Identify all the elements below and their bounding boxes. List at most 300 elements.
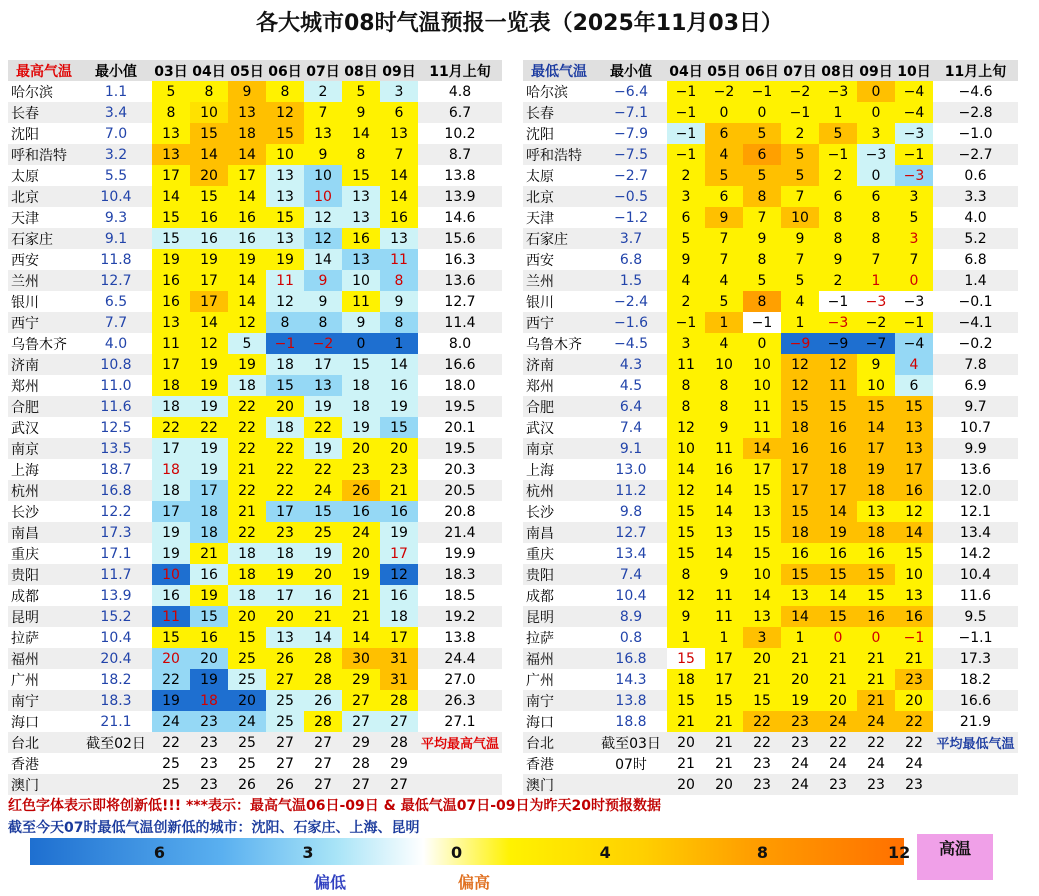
temp-cell: 18 [152, 396, 190, 417]
early-nov-avg: 10.4 [933, 564, 1018, 585]
legend-tick-label: 12 [888, 843, 911, 862]
temp-cell: 9 [857, 354, 895, 375]
temp-cell: 22 [895, 711, 933, 732]
table-row [8, 102, 502, 123]
average-label: 平均最高气温 [418, 732, 502, 753]
table-row-extra [523, 753, 1018, 774]
temp-cell: 0 [857, 81, 895, 102]
temp-cell: 27 [304, 753, 342, 774]
early-nov-avg: −0.1 [933, 291, 1018, 312]
temp-cell: 8 [743, 186, 781, 207]
temp-cell: 15 [266, 123, 304, 144]
min-value: 21.1 [80, 711, 152, 732]
table-row-extra [8, 774, 502, 795]
temp-cell: 16 [152, 270, 190, 291]
temp-cell: 25 [228, 753, 266, 774]
temp-cell: 13 [304, 123, 342, 144]
temp-cell: 24 [304, 480, 342, 501]
temp-cell: 5 [705, 291, 743, 312]
table-row-extra [523, 774, 1018, 795]
city-name: 杭州 [523, 480, 595, 501]
temp-cell: 2 [819, 270, 857, 291]
temp-cell: 14 [228, 291, 266, 312]
temp-cell: 14 [705, 543, 743, 564]
temp-cell: 25 [152, 753, 190, 774]
temp-cell: 19 [304, 396, 342, 417]
city-name: 拉萨 [523, 627, 595, 648]
city-name: 香港 [8, 753, 80, 774]
min-value: 16.8 [80, 480, 152, 501]
temp-cell: 16 [190, 627, 228, 648]
temp-cell: 23 [190, 732, 228, 753]
table-row [8, 459, 502, 480]
temp-cell: 8 [667, 396, 705, 417]
temp-cell: −3 [895, 123, 933, 144]
temp-cell: 7 [705, 228, 743, 249]
temp-cell: −1 [819, 144, 857, 165]
temp-cell: 18 [190, 690, 228, 711]
table-row [8, 207, 502, 228]
temp-cell: 4 [705, 333, 743, 354]
temp-cell: 16 [781, 543, 819, 564]
column-header: 最小值 [80, 60, 152, 81]
temp-cell: 19 [190, 459, 228, 480]
temp-cell: 25 [228, 648, 266, 669]
table-row [523, 669, 1018, 690]
temp-cell: 20 [667, 732, 705, 753]
temp-cell: 14 [228, 186, 266, 207]
table-row [523, 333, 1018, 354]
temp-cell: 4 [895, 354, 933, 375]
temp-cell: 13 [380, 123, 418, 144]
temp-cell: 19 [190, 438, 228, 459]
temp-cell: 14 [152, 186, 190, 207]
temp-cell: 14 [743, 585, 781, 606]
temp-cell: 9 [304, 270, 342, 291]
temp-cell: 0 [857, 165, 895, 186]
column-header: 11月上旬 [418, 60, 502, 81]
temp-cell: 9 [705, 564, 743, 585]
average-label [418, 753, 502, 774]
table-row [523, 165, 1018, 186]
temp-cell: 18 [228, 564, 266, 585]
city-name: 济南 [523, 354, 595, 375]
city-name: 重庆 [8, 543, 80, 564]
early-nov-avg: 21.9 [933, 711, 1018, 732]
temp-cell: 2 [667, 165, 705, 186]
temp-cell: 3 [743, 627, 781, 648]
city-name: 济南 [8, 354, 80, 375]
table-row [8, 564, 502, 585]
temp-cell: 5 [743, 123, 781, 144]
temp-cell: 10 [190, 102, 228, 123]
temp-cell: 27 [266, 669, 304, 690]
temp-cell: 9 [342, 312, 380, 333]
min-value: 10.4 [80, 627, 152, 648]
table-row [523, 711, 1018, 732]
temp-cell: 14 [342, 627, 380, 648]
temp-cell: 29 [342, 669, 380, 690]
temp-cell: 8 [819, 228, 857, 249]
min-value: −7.9 [595, 123, 667, 144]
temp-cell: 19 [152, 249, 190, 270]
table-row [8, 375, 502, 396]
temp-cell: 12 [667, 417, 705, 438]
temp-cell: 20 [152, 648, 190, 669]
temp-cell: −4 [895, 333, 933, 354]
temp-cell: 13 [857, 501, 895, 522]
temp-cell: 27 [342, 711, 380, 732]
temp-cell: 8 [342, 144, 380, 165]
table-row [8, 291, 502, 312]
temp-cell: 13 [266, 627, 304, 648]
early-nov-avg: 16.6 [418, 354, 502, 375]
temp-cell: −3 [857, 291, 895, 312]
table-row [523, 228, 1018, 249]
temp-cell: 22 [152, 732, 190, 753]
table-row [523, 270, 1018, 291]
table-row [8, 228, 502, 249]
early-nov-avg: −1.1 [933, 627, 1018, 648]
temp-cell: 7 [304, 102, 342, 123]
temp-cell: 9 [819, 249, 857, 270]
temp-cell: −3 [819, 81, 857, 102]
temp-cell: −1 [667, 144, 705, 165]
table-row [523, 543, 1018, 564]
temp-cell: −1 [667, 123, 705, 144]
column-header: 06日 [743, 60, 781, 81]
temp-cell: 24 [342, 522, 380, 543]
temp-cell: 9 [380, 291, 418, 312]
min-value: −1.2 [595, 207, 667, 228]
legend-tick-label: 0 [451, 843, 463, 862]
early-nov-avg: 12.7 [418, 291, 502, 312]
temp-cell: 28 [304, 648, 342, 669]
temp-cell: 0 [342, 333, 380, 354]
temp-cell: 28 [380, 690, 418, 711]
city-name: 合肥 [8, 396, 80, 417]
temp-cell: 15 [342, 354, 380, 375]
temp-cell: 14 [304, 249, 342, 270]
temp-cell: 16 [380, 375, 418, 396]
data-time-note: 截至02日 [80, 732, 152, 753]
early-nov-avg: 7.8 [933, 354, 1018, 375]
table-row [8, 501, 502, 522]
temp-cell: −1 [895, 312, 933, 333]
temp-cell: 13 [342, 207, 380, 228]
temp-cell: 17 [781, 459, 819, 480]
temp-cell: 19 [342, 564, 380, 585]
temp-cell: 9 [705, 417, 743, 438]
data-time-note [80, 774, 152, 795]
table-row [523, 123, 1018, 144]
column-header: 08日 [819, 60, 857, 81]
data-time-note [595, 774, 667, 795]
temp-cell: 19 [228, 249, 266, 270]
temp-cell: 3 [895, 186, 933, 207]
table-row [8, 333, 502, 354]
table-row [523, 606, 1018, 627]
table-row [8, 669, 502, 690]
min-value: 14.3 [595, 669, 667, 690]
temp-cell: 21 [342, 606, 380, 627]
temp-cell: 20 [342, 438, 380, 459]
temp-cell: 5 [342, 81, 380, 102]
temp-cell: 16 [380, 585, 418, 606]
temp-cell: 19 [190, 669, 228, 690]
temp-cell: 20 [819, 690, 857, 711]
temp-cell: 26 [228, 774, 266, 795]
temp-cell: 15 [743, 543, 781, 564]
temp-cell: 24 [781, 774, 819, 795]
min-value: 18.2 [80, 669, 152, 690]
city-name: 沈阳 [523, 123, 595, 144]
temp-cell: 20 [895, 690, 933, 711]
city-name: 南京 [523, 438, 595, 459]
temp-cell: 12 [266, 291, 304, 312]
temp-cell: −7 [857, 333, 895, 354]
min-value: −1.6 [595, 312, 667, 333]
min-value: 7.0 [80, 123, 152, 144]
temp-cell: 6 [819, 186, 857, 207]
table-row [523, 207, 1018, 228]
city-name: 澳门 [8, 774, 80, 795]
temp-cell: 1 [705, 312, 743, 333]
temp-cell: −1 [667, 81, 705, 102]
temp-cell: 22 [743, 732, 781, 753]
temp-cell: 18 [228, 375, 266, 396]
temp-cell: 16 [819, 543, 857, 564]
early-nov-avg: 6.8 [933, 249, 1018, 270]
early-nov-avg: 10.7 [933, 417, 1018, 438]
temp-cell: 27 [380, 711, 418, 732]
temp-cell: 16 [342, 228, 380, 249]
min-value: 11.2 [595, 480, 667, 501]
temp-cell: −2 [781, 81, 819, 102]
early-nov-avg: 4.8 [418, 81, 502, 102]
temp-cell: 11 [743, 396, 781, 417]
temp-cell: 10 [304, 186, 342, 207]
temp-cell: 5 [152, 81, 190, 102]
temp-cell: 12 [304, 207, 342, 228]
min-value: 12.7 [595, 522, 667, 543]
temp-cell: 15 [781, 564, 819, 585]
temp-cell: 15 [667, 501, 705, 522]
temp-cell: 16 [152, 291, 190, 312]
city-name: 贵阳 [8, 564, 80, 585]
temp-cell: 22 [228, 417, 266, 438]
temp-cell: 15 [190, 606, 228, 627]
temp-cell: 16 [857, 606, 895, 627]
temp-cell: 31 [380, 648, 418, 669]
temp-cell: 14 [895, 522, 933, 543]
city-name: 沈阳 [8, 123, 80, 144]
temp-cell: 21 [857, 690, 895, 711]
city-name: 乌鲁木齐 [523, 333, 595, 354]
temp-cell: 0 [705, 102, 743, 123]
temp-cell: 5 [781, 165, 819, 186]
temp-cell: 23 [190, 774, 228, 795]
temp-cell: 16 [895, 480, 933, 501]
table-row [523, 249, 1018, 270]
table-row [8, 123, 502, 144]
early-nov-avg: 18.5 [418, 585, 502, 606]
temp-cell: 8 [380, 270, 418, 291]
temp-cell: 18 [380, 606, 418, 627]
temp-cell: 11 [380, 249, 418, 270]
temp-cell: 11 [667, 354, 705, 375]
temp-cell: 12 [781, 375, 819, 396]
temp-cell: 1 [667, 627, 705, 648]
table-row [8, 165, 502, 186]
temp-cell: −2 [705, 81, 743, 102]
temp-cell: 14 [819, 585, 857, 606]
temp-cell: 15 [857, 396, 895, 417]
temp-cell: 20 [743, 648, 781, 669]
city-name: 南京 [8, 438, 80, 459]
temp-cell: 7 [380, 144, 418, 165]
temp-cell: 19 [152, 543, 190, 564]
city-name: 天津 [523, 207, 595, 228]
table-row [8, 249, 502, 270]
table-row [8, 186, 502, 207]
min-value: 1.1 [80, 81, 152, 102]
temp-cell: 13 [342, 249, 380, 270]
min-value: 6.8 [595, 249, 667, 270]
city-name: 太原 [523, 165, 595, 186]
min-value: 13.0 [595, 459, 667, 480]
early-nov-avg: 8.0 [418, 333, 502, 354]
early-nov-avg: 27.1 [418, 711, 502, 732]
table-row [523, 354, 1018, 375]
temp-cell: 15 [152, 627, 190, 648]
city-name: 郑州 [8, 375, 80, 396]
temp-cell: 8 [667, 375, 705, 396]
temp-cell: 15 [667, 648, 705, 669]
temp-cell: 16 [380, 501, 418, 522]
temp-cell: 1 [819, 102, 857, 123]
table-row [8, 711, 502, 732]
temp-cell: 7 [895, 249, 933, 270]
early-nov-avg: 21.4 [418, 522, 502, 543]
temp-cell: 20 [342, 543, 380, 564]
min-value: 0.8 [595, 627, 667, 648]
early-nov-avg: 13.4 [933, 522, 1018, 543]
table-row-extra [8, 732, 502, 753]
temp-cell: 2 [304, 81, 342, 102]
early-nov-avg: 6.9 [933, 375, 1018, 396]
temp-cell: 19 [152, 522, 190, 543]
temp-cell: 20 [228, 690, 266, 711]
temp-cell: −1 [895, 144, 933, 165]
early-nov-avg: 27.0 [418, 669, 502, 690]
column-header: 07日 [304, 60, 342, 81]
temp-cell: 23 [743, 753, 781, 774]
min-value: −7.5 [595, 144, 667, 165]
temp-cell: 15 [228, 627, 266, 648]
early-nov-avg: 14.2 [933, 543, 1018, 564]
temp-cell: 23 [380, 459, 418, 480]
early-nov-avg: −4.1 [933, 312, 1018, 333]
column-header: 最高气温 [8, 60, 80, 81]
temp-cell: 4 [781, 291, 819, 312]
temp-cell: 25 [304, 522, 342, 543]
table-row [8, 543, 502, 564]
temp-cell: 13 [781, 585, 819, 606]
temp-cell: 20 [228, 606, 266, 627]
temp-cell: 12 [895, 501, 933, 522]
city-name: 武汉 [8, 417, 80, 438]
temp-cell: 9 [342, 102, 380, 123]
temp-cell: 14 [705, 480, 743, 501]
temp-cell: 22 [190, 417, 228, 438]
temp-cell: −1 [743, 81, 781, 102]
temp-cell: 12 [228, 312, 266, 333]
temp-cell: 14 [705, 501, 743, 522]
temp-cell: 23 [781, 711, 819, 732]
temp-cell: 22 [228, 396, 266, 417]
temp-cell: 25 [228, 669, 266, 690]
temp-cell: 13 [895, 417, 933, 438]
early-nov-avg: 4.0 [933, 207, 1018, 228]
temp-cell: 9 [667, 606, 705, 627]
table-row [523, 291, 1018, 312]
temp-cell: −1 [667, 312, 705, 333]
city-name: 广州 [8, 669, 80, 690]
temp-cell: 12 [667, 480, 705, 501]
temp-cell: 21 [705, 753, 743, 774]
city-name: 贵阳 [523, 564, 595, 585]
min-value: 6.5 [80, 291, 152, 312]
early-nov-avg: 20.8 [418, 501, 502, 522]
temp-cell: 13 [342, 186, 380, 207]
temp-cell: 22 [304, 459, 342, 480]
temp-cell: 22 [857, 732, 895, 753]
temp-cell: 21 [304, 606, 342, 627]
temp-cell: 5 [228, 333, 266, 354]
min-value: −0.5 [595, 186, 667, 207]
temp-cell: 11 [705, 585, 743, 606]
column-header: 09日 [857, 60, 895, 81]
temp-cell: 23 [895, 669, 933, 690]
temp-cell: 13 [743, 501, 781, 522]
temp-cell: 21 [705, 711, 743, 732]
temp-cell: 18 [781, 417, 819, 438]
temp-cell: 23 [190, 753, 228, 774]
city-name: 拉萨 [8, 627, 80, 648]
temp-cell: 15 [819, 396, 857, 417]
temp-cell: 13 [895, 585, 933, 606]
temp-cell: −3 [819, 312, 857, 333]
table-row [523, 396, 1018, 417]
temp-cell: 27 [266, 753, 304, 774]
temp-cell: 16 [190, 207, 228, 228]
column-header: 04日 [190, 60, 228, 81]
early-nov-avg: 9.9 [933, 438, 1018, 459]
temp-cell: 13 [705, 522, 743, 543]
legend-hot-box: 高温 [917, 834, 993, 880]
temp-cell: 24 [819, 753, 857, 774]
early-nov-avg: 8.7 [418, 144, 502, 165]
city-name: 澳门 [523, 774, 595, 795]
temp-cell: 26 [304, 690, 342, 711]
min-value: 6.4 [595, 396, 667, 417]
temp-cell: 5 [895, 207, 933, 228]
temp-cell: 17 [190, 480, 228, 501]
temp-cell: 17 [266, 501, 304, 522]
temp-cell: 15 [304, 501, 342, 522]
temp-cell: 11 [743, 417, 781, 438]
